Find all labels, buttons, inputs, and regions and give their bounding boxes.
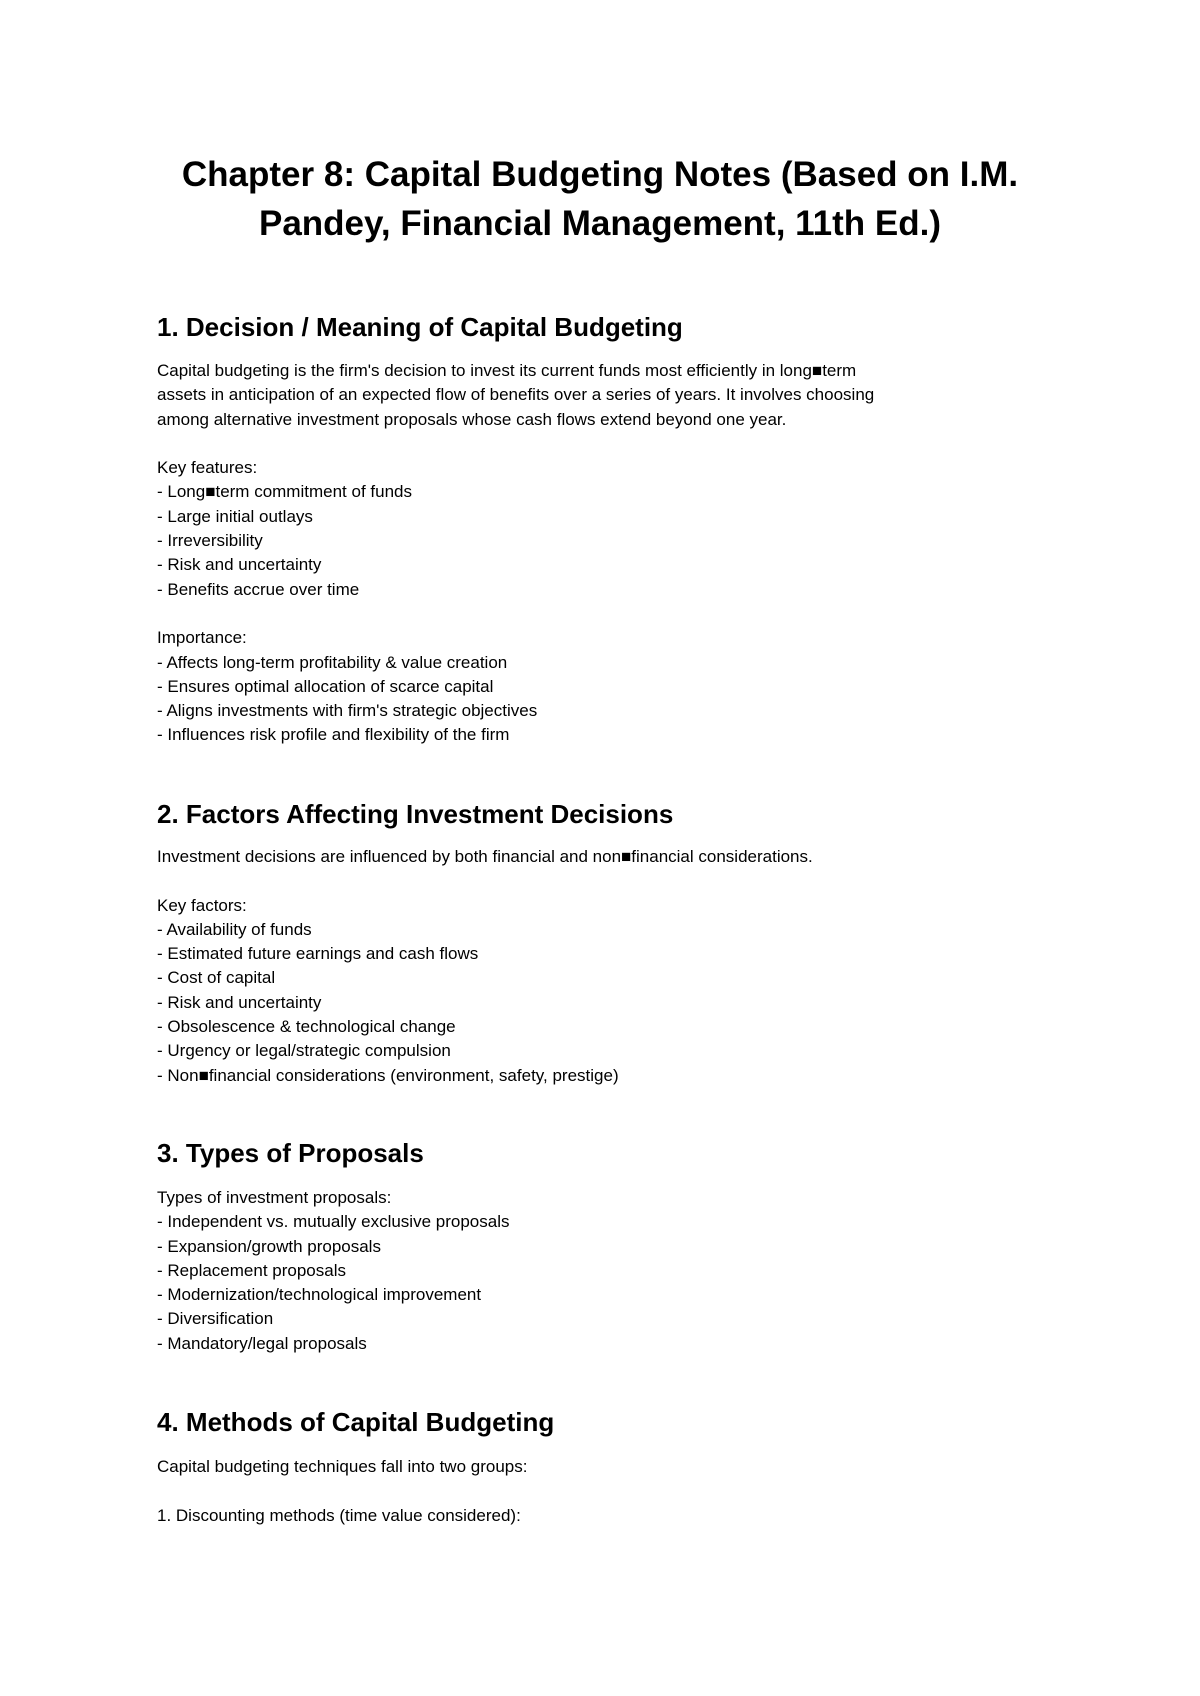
list-item: - Irreversibility <box>157 531 263 551</box>
list-item: - Benefits accrue over time <box>157 579 360 599</box>
paragraph-line: Investment decisions are influenced by both financial and non■financial considerations. <box>157 847 813 866</box>
paragraph-line: among alternative investment proposals whose cash flows extend beyond one year. <box>157 409 787 429</box>
list-item: - Risk and uncertainty <box>157 992 322 1012</box>
section-3-body <box>157 1186 1057 1356</box>
section-heading-2: 2. Factors Affecting Investment Decisions <box>157 799 674 829</box>
list-item: - Urgency or legal/strategic compulsion <box>157 1041 451 1061</box>
list-item: - Risk and uncertainty <box>157 555 322 575</box>
list-item: - Obsolescence & technological change <box>157 1017 456 1037</box>
list-item: - Mandatory/legal proposals <box>157 1333 367 1353</box>
types-label: Types of investment proposals: <box>157 1188 392 1207</box>
importance-label: Importance: <box>157 628 247 648</box>
paragraph-line: assets in anticipation of an expected flow of benefits over a series of years. It involves choosing <box>157 385 875 405</box>
list-item: - Modernization/technological improvement <box>157 1285 482 1305</box>
list-item: - Affects long-term profitability & value creation <box>157 652 508 672</box>
list-item: - Independent vs. mutually exclusive proposals <box>157 1212 510 1232</box>
list-item: - Long■term commitment of funds <box>157 482 412 502</box>
list-item: - Influences risk profile and flexibility of the firm <box>157 725 510 745</box>
section-2-body <box>157 845 1057 1088</box>
section-heading-1: 1. Decision / Meaning of Capital Budgeting <box>157 312 683 342</box>
list-item: - Availability of funds <box>157 919 312 939</box>
list-item: - Aligns investments with firm's strategic objectives <box>157 701 538 721</box>
list-item: - Estimated future earnings and cash flows <box>157 944 479 964</box>
list-item: - Non■financial considerations (environment, safety, prestige) <box>157 1065 619 1085</box>
section-heading-4: 4. Methods of Capital Budgeting <box>157 1407 555 1437</box>
paragraph-line: Capital budgeting techniques fall into two groups: <box>157 1457 528 1476</box>
key-factors-label: Key factors: <box>157 895 247 915</box>
list-item: - Ensures optimal allocation of scarce capital <box>157 676 494 696</box>
list-item: - Large initial outlays <box>157 506 313 526</box>
list-item: - Diversification <box>157 1309 274 1329</box>
section-4-body <box>157 1455 1057 1528</box>
list-item: - Expansion/growth proposals <box>157 1236 381 1256</box>
paragraph-line: Capital budgeting is the firm's decision to invest its current funds most efficiently in long■term <box>157 361 857 380</box>
key-features-label: Key features: <box>157 458 258 478</box>
title-line-1: Chapter 8: Capital Budgeting Notes (Based on I.M. <box>181 155 1019 194</box>
list-item: - Cost of capital <box>157 968 276 988</box>
section-1-body <box>157 359 1057 748</box>
list-item: - Replacement proposals <box>157 1260 346 1280</box>
document-title <box>120 150 1080 248</box>
title-line-2: Pandey, Financial Management, 11th Ed.) <box>258 204 942 243</box>
section-heading-3: 3. Types of Proposals <box>157 1138 424 1168</box>
list-item: 1. Discounting methods (time value considered): <box>157 1505 521 1525</box>
